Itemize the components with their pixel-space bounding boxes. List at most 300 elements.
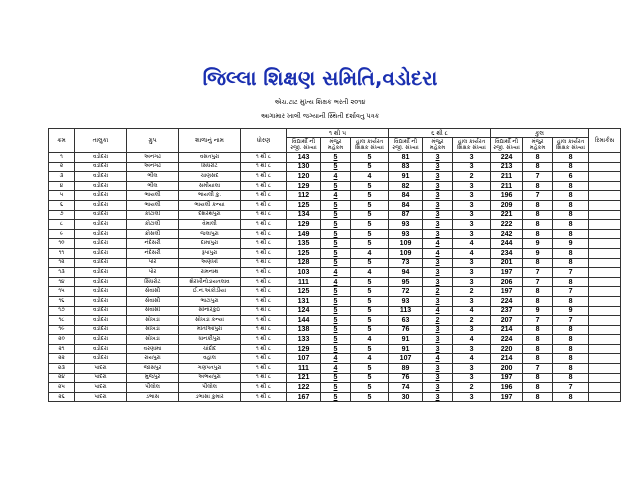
cell-students-1-5: 143 (287, 153, 321, 163)
cell-school: મોતીઆપુરા (179, 325, 241, 335)
cell-working-total: 8 (553, 153, 589, 163)
cell-students-1-5: 134 (287, 210, 321, 220)
cell-working-6-8: 3 (453, 181, 491, 191)
cell-cluster: અનગઢ (127, 153, 179, 163)
cell-working-1-5: 5 (351, 277, 389, 287)
cell-students-6-8: 30 (389, 392, 423, 402)
cell-sanctioned-1-5: 5 (321, 220, 351, 230)
cell-sr: ૨૨ (49, 354, 75, 364)
cell-students-6-8: 109 (389, 239, 423, 249)
cell-sanctioned-1-5: 4 (321, 364, 351, 374)
cell-students-1-5: 135 (287, 239, 321, 249)
cell-sanctioned-6-8: 3 (423, 364, 453, 374)
cell-students-total: 211 (491, 181, 523, 191)
sub-students: વિદ્યાર્થી ની રજી. સંખ્યા (389, 138, 423, 153)
cell-std: ૧ થી ૮ (241, 277, 287, 287)
cell-students-total: 221 (491, 210, 523, 220)
cell-students-total: 197 (491, 287, 523, 297)
cell-sanctioned-6-8: 3 (423, 277, 453, 287)
cell-working-6-8: 3 (453, 200, 491, 210)
table-row (49, 344, 621, 354)
cell-students-1-5: 103 (287, 268, 321, 278)
cell-sanctioned-6-8: 3 (423, 210, 453, 220)
cell-taluka: વડોદરા (75, 287, 127, 297)
cell-students-6-8: 93 (389, 296, 423, 306)
cell-remarks (589, 162, 621, 172)
cell-sanctioned-1-5: 5 (321, 248, 351, 258)
cell-students-1-5: 112 (287, 191, 321, 201)
cell-school: વહાલ (179, 354, 241, 364)
table-row (49, 364, 621, 374)
cell-std: ૧ થી ૮ (241, 162, 287, 172)
cell-students-6-8: 82 (389, 181, 423, 191)
cell-sanctioned-total: 8 (523, 181, 553, 191)
cell-students-6-8: 107 (389, 354, 423, 364)
cell-students-6-8: 84 (389, 200, 423, 210)
cell-working-total: 8 (553, 277, 589, 287)
cell-students-total: 214 (491, 354, 523, 364)
cell-taluka: વડોદરા (75, 239, 127, 249)
cell-sr: ૧૧ (49, 248, 75, 258)
cell-students-6-8: 74 (389, 383, 423, 393)
cell-sanctioned-1-5: 5 (321, 306, 351, 316)
cell-working-6-8: 3 (453, 153, 491, 163)
cell-std: ૧ થી ૮ (241, 220, 287, 230)
cell-cluster: જાસપુર (127, 364, 179, 374)
cell-sr: ૯ (49, 229, 75, 239)
cell-std: ૧ થી ૮ (241, 335, 287, 345)
cell-school: સિંધરોટ (179, 162, 241, 172)
cell-students-6-8: 95 (389, 277, 423, 287)
cell-students-total: 206 (491, 277, 523, 287)
cell-sr: ૨૫ (49, 383, 75, 393)
cell-sanctioned-6-8: 4 (423, 239, 453, 249)
cell-school: અભયપુરા (179, 373, 241, 383)
cell-taluka: વડોદરા (75, 220, 127, 230)
cell-working-6-8: 3 (453, 220, 491, 230)
cell-students-1-5: 131 (287, 296, 321, 306)
cell-working-6-8: 3 (453, 191, 491, 201)
cell-students-6-8: 76 (389, 325, 423, 335)
cell-working-1-5: 5 (351, 344, 389, 354)
cell-working-1-5: 5 (351, 191, 389, 201)
cell-working-6-8: 3 (453, 210, 491, 220)
cell-working-total: 8 (553, 248, 589, 258)
cell-working-total: 8 (553, 325, 589, 335)
cell-sanctioned-6-8: 3 (423, 191, 453, 201)
cell-working-1-5: 5 (351, 200, 389, 210)
cell-school: જલાપુરા (179, 229, 241, 239)
cell-sanctioned-1-5: 5 (321, 373, 351, 383)
cell-std: ૧ થી ૮ (241, 392, 287, 402)
cell-std: ૧ થી ૮ (241, 258, 287, 268)
table-row (49, 181, 621, 191)
cell-students-total: 197 (491, 373, 523, 383)
cell-working-total: 9 (553, 306, 589, 316)
cell-students-6-8: 91 (389, 172, 423, 182)
cell-sanctioned-total: 8 (523, 392, 553, 402)
cell-cluster: સોખડા (127, 335, 179, 345)
cell-working-1-5: 4 (351, 335, 389, 345)
cell-cluster: ક્રોસલી (127, 229, 179, 239)
cell-sanctioned-total: 8 (523, 335, 553, 345)
cell-cluster: પીલોલ (127, 383, 179, 393)
cell-sanctioned-6-8: 3 (423, 220, 453, 230)
table-row (49, 287, 621, 297)
cell-students-1-5: 130 (287, 162, 321, 172)
table-row (49, 162, 621, 172)
cell-std: ૧ થી ૮ (241, 210, 287, 220)
cell-taluka: વડોદરા (75, 191, 127, 201)
cell-sanctioned-total: 7 (523, 316, 553, 326)
cell-school: ગણપતપુરા (179, 364, 241, 374)
cell-sanctioned-total: 9 (523, 248, 553, 258)
cell-school: ડભાસા કુમાર (179, 392, 241, 402)
cell-sr: ૬ (49, 200, 75, 210)
cell-sanctioned-1-5: 5 (321, 200, 351, 210)
cell-sanctioned-total: 8 (523, 210, 553, 220)
cell-sanctioned-6-8: 4 (423, 306, 453, 316)
cell-working-total: 7 (553, 383, 589, 393)
cell-sr: ૫ (49, 191, 75, 201)
cell-working-6-8: 3 (453, 392, 491, 402)
cell-school: ભાયલી કુ. (179, 191, 241, 201)
cell-sr: ૨૬ (49, 392, 75, 402)
cell-std: ૧ થી ૮ (241, 181, 287, 191)
cell-working-6-8: 4 (453, 239, 491, 249)
col-group-1-5: ૧ થી ૫ (287, 129, 389, 138)
cell-sanctioned-1-5: 5 (321, 210, 351, 220)
cell-students-total: 222 (491, 220, 523, 230)
cell-students-1-5: 129 (287, 220, 321, 230)
cell-cluster: નંદેસરી (127, 248, 179, 258)
cell-school: સમીયાલા (179, 181, 241, 191)
cell-school: દશરથપુરા (179, 210, 241, 220)
cell-school: સોનારકુઈ (179, 306, 241, 316)
cell-remarks (589, 239, 621, 249)
cell-remarks (589, 354, 621, 364)
cell-std: ૧ થી ૮ (241, 287, 287, 297)
cell-taluka: પાદરા (75, 364, 127, 374)
table-row (49, 239, 621, 249)
cell-students-total: 200 (491, 364, 523, 374)
cell-working-total: 8 (553, 296, 589, 306)
cell-students-6-8: 72 (389, 287, 423, 297)
cell-cluster: સેવાસી (127, 296, 179, 306)
cell-students-total: 209 (491, 200, 523, 210)
cell-sanctioned-total: 8 (523, 162, 553, 172)
cell-sanctioned-1-5: 4 (321, 268, 351, 278)
cell-students-1-5: 120 (287, 172, 321, 182)
cell-students-6-8: 91 (389, 344, 423, 354)
col-std: ધોરણ (241, 129, 287, 153)
cell-school: વેમાલી (179, 220, 241, 230)
cell-cluster: સેવાસી (127, 306, 179, 316)
cell-taluka: વડોદરા (75, 153, 127, 163)
cell-std: ૧ થી ૮ (241, 344, 287, 354)
cell-school: ભાટાપુરા (179, 296, 241, 306)
cell-sanctioned-1-5: 5 (321, 153, 351, 163)
cell-working-total: 7 (553, 268, 589, 278)
table-row (49, 316, 621, 326)
table-row (49, 383, 621, 393)
cell-working-1-5: 5 (351, 373, 389, 383)
cell-students-1-5: 122 (287, 383, 321, 393)
cell-working-6-8: 4 (453, 335, 491, 345)
cell-sanctioned-total: 8 (523, 287, 553, 297)
cell-taluka: વડોદરા (75, 354, 127, 364)
cell-students-total: 197 (491, 268, 523, 278)
cell-working-6-8: 3 (453, 277, 491, 287)
cell-working-total: 8 (553, 229, 589, 239)
cell-working-total: 8 (553, 210, 589, 220)
cell-working-total: 7 (553, 287, 589, 297)
sub-students: વિદ્યાર્થી ની રજી. સંખ્યા (491, 138, 523, 153)
cell-working-6-8: 2 (453, 287, 491, 297)
cell-sanctioned-6-8: 4 (423, 248, 453, 258)
cell-remarks (589, 316, 621, 326)
cell-working-total: 8 (553, 373, 589, 383)
table-row (49, 153, 621, 163)
cell-cluster: સિંધરોટ (127, 277, 179, 287)
cell-sr: ૧ (49, 153, 75, 163)
cell-working-total: 8 (553, 191, 589, 201)
cell-working-1-5: 5 (351, 162, 389, 172)
cell-sanctioned-6-8: 3 (423, 296, 453, 306)
cell-taluka: પાદરા (75, 392, 127, 402)
cell-working-total: 8 (553, 364, 589, 374)
cell-sanctioned-total: 7 (523, 191, 553, 201)
page-title: જિલ્લા શિક્ષણ સમિતિ,વડોદરા (202, 66, 438, 90)
cell-taluka: વડોદરા (75, 229, 127, 239)
cell-taluka: વડોદરા (75, 325, 127, 335)
cell-std: ૧ થી ૮ (241, 239, 287, 249)
cell-sr: ૧૯ (49, 325, 75, 335)
cell-working-6-8: 2 (453, 383, 491, 393)
table-row (49, 277, 621, 287)
cell-cluster: મુજપુર (127, 373, 179, 383)
cell-remarks (589, 325, 621, 335)
cell-students-6-8: 109 (389, 248, 423, 258)
cell-school: વસતપુરા (179, 153, 241, 163)
cell-working-total: 8 (553, 162, 589, 172)
col-group-total: કુલ (491, 129, 589, 138)
cell-working-1-5: 5 (351, 383, 389, 393)
cell-remarks (589, 229, 621, 239)
cell-students-1-5: 129 (287, 181, 321, 191)
cell-students-6-8: 87 (389, 210, 423, 220)
table-row (49, 220, 621, 230)
cell-taluka: પાદરા (75, 383, 127, 393)
cell-sanctioned-total: 8 (523, 229, 553, 239)
cell-taluka: વડોદરા (75, 172, 127, 182)
cell-working-6-8: 2 (453, 316, 491, 326)
cell-remarks (589, 392, 621, 402)
table-row (49, 258, 621, 268)
cell-sanctioned-1-5: 5 (321, 181, 351, 191)
cell-students-total: 220 (491, 344, 523, 354)
cell-sr: ૨૧ (49, 344, 75, 354)
cell-sanctioned-total: 8 (523, 344, 553, 354)
cell-sanctioned-1-5: 4 (321, 277, 351, 287)
cell-remarks (589, 364, 621, 374)
cell-students-1-5: 125 (287, 200, 321, 210)
cell-sanctioned-1-5: 5 (321, 296, 351, 306)
cell-sanctioned-1-5: 5 (321, 316, 351, 326)
cell-sr: ૧૮ (49, 316, 75, 326)
cell-sr: ૮ (49, 220, 75, 230)
cell-sr: ૨૪ (49, 373, 75, 383)
cell-students-total: 224 (491, 153, 523, 163)
cell-remarks (589, 287, 621, 297)
sub-students: વિદ્યાર્થી ની રજી. સંખ્યા (287, 138, 321, 153)
cell-remarks (589, 296, 621, 306)
cell-students-1-5: 138 (287, 325, 321, 335)
cell-sanctioned-6-8: 3 (423, 268, 453, 278)
cell-working-1-5: 5 (351, 325, 389, 335)
cell-working-total: 6 (553, 172, 589, 182)
cell-sanctioned-1-5: 4 (321, 354, 351, 364)
cell-students-6-8: 113 (389, 306, 423, 316)
cell-std: ૧ થી ૮ (241, 364, 287, 374)
cell-sanctioned-total: 9 (523, 239, 553, 249)
cell-sanctioned-1-5: 5 (321, 325, 351, 335)
cell-cluster: કોટાલી (127, 210, 179, 220)
cell-sanctioned-1-5: 4 (321, 191, 351, 201)
cell-students-1-5: 111 (287, 277, 321, 287)
cell-students-6-8: 76 (389, 373, 423, 383)
cell-cluster: સેવાસી (127, 287, 179, 297)
cell-working-6-8: 3 (453, 296, 491, 306)
sub-working: હાલ કાર્યરત શિક્ષક સંખ્યા (351, 138, 389, 153)
cell-students-total: 224 (491, 335, 523, 345)
cell-taluka: પાદરા (75, 373, 127, 383)
cell-std: ૧ થી ૮ (241, 229, 287, 239)
cell-remarks (589, 258, 621, 268)
sub-sanctioned: મંજુર મહેકમ (423, 138, 453, 153)
cell-sanctioned-total: 9 (523, 306, 553, 316)
cell-sanctioned-total: 8 (523, 325, 553, 335)
cell-school: ચાણસદ (179, 172, 241, 182)
cell-cluster: રાયપુરા (127, 354, 179, 364)
cell-students-total: 237 (491, 306, 523, 316)
cell-cluster: ભીલ (127, 181, 179, 191)
cell-sanctioned-6-8: 2 (423, 287, 453, 297)
cell-cluster: ભાયલી (127, 200, 179, 210)
cell-students-6-8: 84 (389, 191, 423, 201)
cell-cluster: અનગઢ (127, 162, 179, 172)
cell-working-total: 8 (553, 220, 589, 230)
cell-school: ધાનકીપુરા (179, 335, 241, 345)
cell-working-1-5: 5 (351, 392, 389, 402)
cell-cluster: પોર (127, 258, 179, 268)
cell-sanctioned-6-8: 3 (423, 162, 453, 172)
cell-students-total: 224 (491, 296, 523, 306)
cell-working-6-8: 3 (453, 258, 491, 268)
cell-working-6-8: 2 (453, 172, 491, 182)
cell-sanctioned-1-5: 5 (321, 229, 351, 239)
cell-school: ઈ.ન.અંકોડીયા (179, 287, 241, 297)
cell-students-total: 244 (491, 239, 523, 249)
cell-taluka: વડોદરા (75, 335, 127, 345)
cell-students-1-5: 144 (287, 316, 321, 326)
cell-working-1-5: 5 (351, 306, 389, 316)
table-row (49, 200, 621, 210)
cell-sanctioned-6-8: 2 (423, 316, 453, 326)
cell-sanctioned-total: 8 (523, 383, 553, 393)
cell-students-6-8: 93 (389, 220, 423, 230)
cell-students-1-5: 125 (287, 248, 321, 258)
cell-working-1-5: 5 (351, 364, 389, 374)
cell-remarks (589, 181, 621, 191)
table-row (49, 268, 621, 278)
cell-students-total: 196 (491, 191, 523, 201)
cell-sanctioned-6-8: 3 (423, 383, 453, 393)
table-row (49, 210, 621, 220)
cell-taluka: વડોદરા (75, 258, 127, 268)
table-body (49, 153, 621, 402)
table-row (49, 191, 621, 201)
cell-sanctioned-total: 8 (523, 153, 553, 163)
cell-remarks (589, 306, 621, 316)
cell-sr: ૨ (49, 162, 75, 172)
cell-students-1-5: 149 (287, 229, 321, 239)
sub-working: હાલ કાર્યરત શિક્ષક સંખ્યા (453, 138, 491, 153)
cell-taluka: વડોદરા (75, 296, 127, 306)
table-row (49, 373, 621, 383)
vacancy-table (48, 128, 621, 402)
cell-sanctioned-total: 7 (523, 172, 553, 182)
cell-working-total: 9 (553, 239, 589, 249)
cell-working-total: 8 (553, 344, 589, 354)
cell-remarks (589, 268, 621, 278)
cell-working-total: 8 (553, 354, 589, 364)
cell-sanctioned-1-5: 5 (321, 392, 351, 402)
cell-sanctioned-total: 8 (523, 373, 553, 383)
vacancy-subtitle: આગામાર ખાલી જગ્યાની સ્થિતી દર્શાવતુ પત્રક (260, 112, 380, 120)
cell-std: ૧ થી ૮ (241, 191, 287, 201)
cell-taluka: વડોદરા (75, 248, 127, 258)
cell-sanctioned-1-5: 5 (321, 335, 351, 345)
cell-school: ચાંદોદ (179, 344, 241, 354)
cell-working-1-5: 5 (351, 181, 389, 191)
cell-cluster: પોર (127, 268, 179, 278)
cell-working-total: 8 (553, 181, 589, 191)
cell-students-6-8: 83 (389, 162, 423, 172)
cell-students-6-8: 93 (389, 229, 423, 239)
cell-cluster: સોખડા (127, 316, 179, 326)
cell-cluster: ભીલ (127, 172, 179, 182)
cell-students-1-5: 133 (287, 335, 321, 345)
cell-working-1-5: 5 (351, 220, 389, 230)
cell-students-total: 196 (491, 383, 523, 393)
cell-school: રામનાથ (179, 268, 241, 278)
cell-sanctioned-total: 8 (523, 200, 553, 210)
table-row (49, 296, 621, 306)
cell-school: ભાયલી કન્યા (179, 200, 241, 210)
cell-sanctioned-6-8: 3 (423, 373, 453, 383)
cell-std: ૧ થી ૮ (241, 306, 287, 316)
cell-working-6-8: 4 (453, 248, 491, 258)
cell-students-1-5: 107 (287, 354, 321, 364)
cell-students-1-5: 125 (287, 287, 321, 297)
cell-working-1-5: 5 (351, 287, 389, 297)
cell-students-6-8: 89 (389, 364, 423, 374)
cell-sanctioned-6-8: 3 (423, 344, 453, 354)
cell-sr: ૧૩ (49, 268, 75, 278)
cell-working-total: 8 (553, 392, 589, 402)
cell-taluka: વડોદરા (75, 306, 127, 316)
